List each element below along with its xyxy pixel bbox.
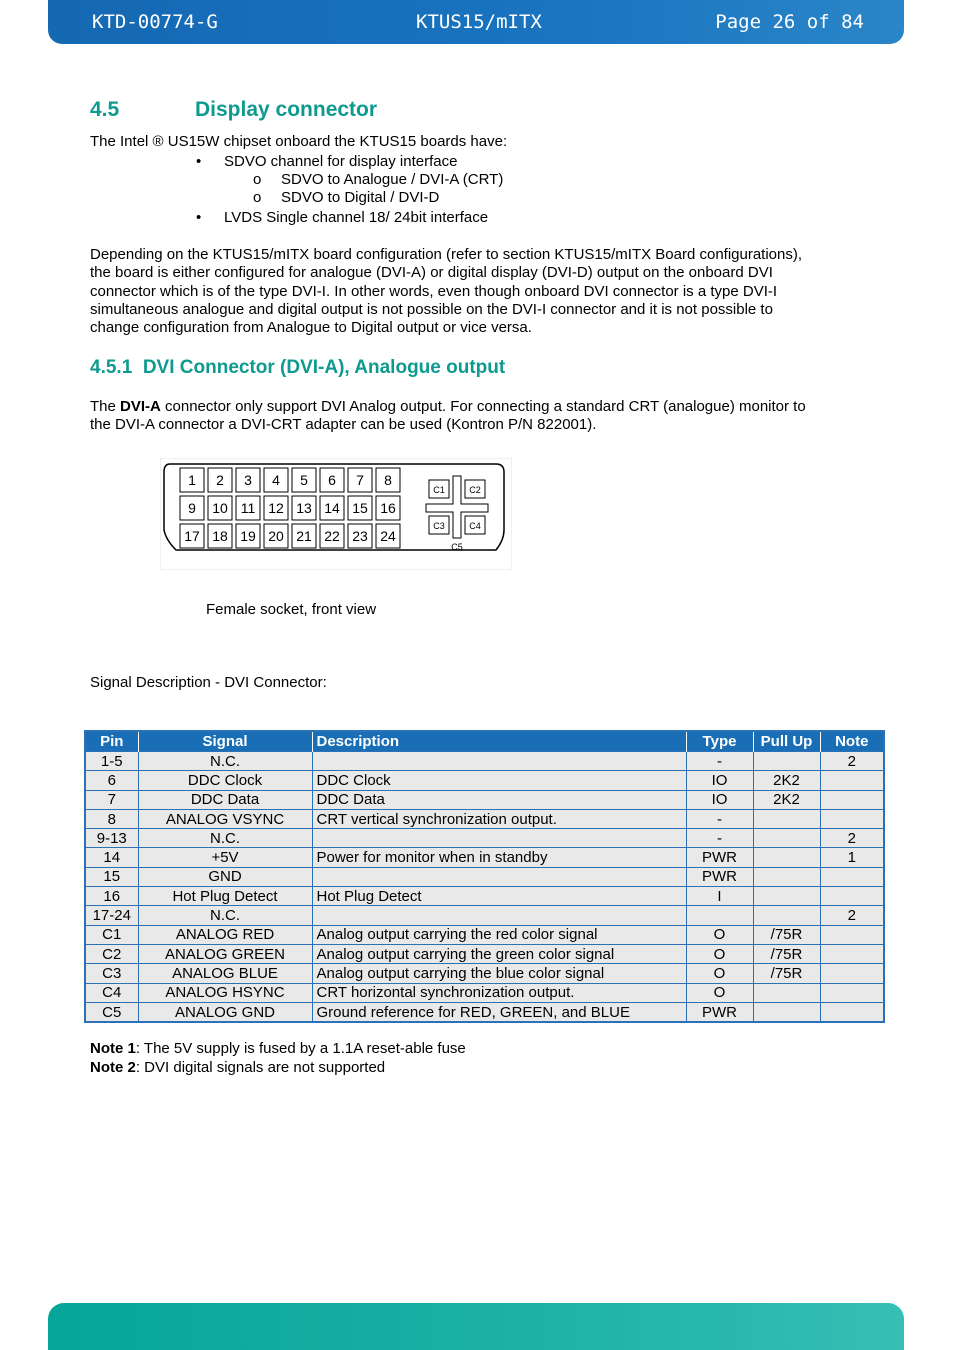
table-row	[85, 1002, 884, 1022]
signal-table	[84, 730, 885, 1023]
table-cell-desc: Ground reference for RED, GREEN, and BLUE	[312, 1002, 686, 1022]
table-cell-pullup	[753, 829, 820, 848]
c-pin-label: C5	[451, 542, 463, 552]
table-title: Signal Description - DVI Connector:	[90, 674, 327, 691]
c-pin-label: C3	[433, 521, 445, 531]
pin-label: 13	[296, 500, 312, 516]
table-header-row	[85, 731, 884, 752]
pin-label: 9	[188, 500, 196, 516]
note-text: : The 5V supply is fused by a 1.1A reset-able fuse	[135, 1040, 466, 1057]
dvi-connector-diagram	[160, 458, 512, 570]
table-cell-note	[820, 925, 884, 944]
table-row	[85, 925, 884, 944]
paragraph-line	[90, 398, 806, 416]
table-cell-signal: ANALOG VSYNC	[138, 809, 312, 828]
table-cell-desc: Analog output carrying the red color signal	[312, 925, 686, 944]
pin-label: 20	[268, 528, 284, 544]
table-cell-pin: C5	[85, 1002, 138, 1022]
pin-label: 2	[216, 472, 224, 488]
paragraph-line: connector which is of the type DVI-I. In other words, even though onboard DVI connector is a type DVI-I	[90, 282, 778, 300]
table-cell-signal: +5V	[138, 848, 312, 867]
circle-bullet-icon: o	[253, 189, 262, 206]
table-cell-desc: Analog output carrying the green color signal	[312, 944, 686, 963]
description-paragraph	[90, 246, 802, 337]
table-row	[85, 944, 884, 963]
table-cell-desc	[312, 867, 686, 886]
table-cell-pullup: /75R	[753, 925, 820, 944]
table-row	[85, 867, 884, 886]
table-row	[85, 848, 884, 867]
bullet-icon: •	[196, 209, 202, 226]
table-cell-pullup: /75R	[753, 964, 820, 983]
pin-label: 23	[352, 528, 368, 544]
table-row	[85, 752, 884, 771]
note-text: : DVI digital signals are not supported	[135, 1059, 386, 1076]
note-label: Note 1	[90, 1040, 136, 1057]
table-row	[85, 983, 884, 1002]
page-footer	[48, 1303, 904, 1350]
table-cell-note: 2	[820, 906, 884, 925]
c-pin-label: C4	[469, 521, 481, 531]
table-cell-pin: 14	[85, 848, 138, 867]
table-cell-type: O	[686, 925, 753, 944]
table-cell-note	[820, 771, 884, 790]
intro-text: The Intel ® US15W chipset onboard the KTUS15 boards have:	[90, 133, 508, 150]
table-cell-pullup	[753, 867, 820, 886]
pin-label: 10	[212, 500, 228, 516]
table-cell-type	[686, 906, 753, 925]
c-pin-label: C1	[433, 485, 445, 495]
paragraph-line: Depending on the KTUS15/mITX board configuration (refer to section KTUS15/mITX Board configurations),	[90, 246, 803, 263]
pin-label: 19	[240, 528, 256, 544]
paragraph-line: the DVI-A connector a DVI-CRT adapter can be used (Kontron P/N 822001).	[90, 416, 597, 434]
table-cell-pin: 9-13	[85, 829, 138, 848]
bullet-text: SDVO channel for display interface	[224, 153, 458, 170]
column-header: Pin	[85, 731, 138, 752]
pin-label: 14	[324, 500, 340, 516]
table-cell-pullup	[753, 887, 820, 906]
column-header: Signal	[138, 731, 312, 752]
table-cell-note: 1	[820, 848, 884, 867]
pin-label: 11	[240, 500, 256, 516]
table-cell-type: PWR	[686, 867, 753, 886]
table-cell-pullup: 2K2	[753, 790, 820, 809]
table-body	[85, 752, 884, 1023]
table-cell-pin: 1-5	[85, 752, 138, 771]
table-cell-desc: Analog output carrying the blue color signal	[312, 964, 686, 983]
table-cell-pullup	[753, 906, 820, 925]
column-header: Pull Up	[753, 731, 820, 752]
table-cell-note	[820, 887, 884, 906]
pin-label: 6	[328, 472, 336, 488]
table-cell-signal: ANALOG GREEN	[138, 944, 312, 963]
table-cell-type: PWR	[686, 848, 753, 867]
pin-label: 15	[352, 500, 368, 516]
dvi-a-paragraph	[90, 398, 806, 435]
pin-label: 5	[300, 472, 308, 488]
table-cell-type: IO	[686, 771, 753, 790]
table-cell-desc	[312, 752, 686, 771]
table-cell-pullup: /75R	[753, 944, 820, 963]
pin-label: 22	[324, 528, 340, 544]
table-cell-pullup	[753, 1002, 820, 1022]
page-number: Page 26 of 84	[715, 11, 864, 33]
subsection-number: 4.5.1	[90, 357, 133, 378]
table-cell-note	[820, 809, 884, 828]
table-cell-signal: ANALOG RED	[138, 925, 312, 944]
table-cell-note	[820, 964, 884, 983]
section-number: 4.5	[90, 98, 120, 121]
pin-label: 24	[380, 528, 396, 544]
table-cell-note	[820, 983, 884, 1002]
column-header: Description	[312, 731, 686, 752]
table-cell-pin: C4	[85, 983, 138, 1002]
table-cell-desc: DDC Data	[312, 790, 686, 809]
table-cell-signal: ANALOG GND	[138, 1002, 312, 1022]
table-cell-signal: DDC Clock	[138, 771, 312, 790]
pin-label: 7	[356, 472, 364, 488]
figure-caption: Female socket, front view	[206, 601, 377, 618]
table-cell-type: I	[686, 887, 753, 906]
table-cell-pullup	[753, 809, 820, 828]
table-cell-type: -	[686, 829, 753, 848]
table-cell-signal: N.C.	[138, 906, 312, 925]
section-title: Display connector	[195, 98, 378, 121]
table-cell-desc: CRT horizontal synchronization output.	[312, 983, 686, 1002]
pin-label: 1	[188, 472, 196, 488]
paragraph-line: simultaneous analogue and digital output is not possible on the DVI-I connector and it is not possible to	[90, 300, 773, 318]
table-cell-type: -	[686, 809, 753, 828]
table-cell-note: 2	[820, 829, 884, 848]
pin-label: 12	[268, 500, 284, 516]
table-row	[85, 790, 884, 809]
bullet-text: LVDS Single channel 18/ 24bit interface	[224, 209, 489, 226]
column-header: Type	[686, 731, 753, 752]
table-cell-type: O	[686, 983, 753, 1002]
text-run: connector only support DVI Analog output. For connecting a standard CRT (analogue) monitor to	[160, 398, 806, 415]
pin-label: 3	[244, 472, 252, 488]
table-cell-signal: GND	[138, 867, 312, 886]
table-cell-signal: ANALOG BLUE	[138, 964, 312, 983]
c-pin-label: C2	[469, 485, 481, 495]
pin-label: 8	[384, 472, 392, 488]
table-row	[85, 906, 884, 925]
column-header: Note	[820, 731, 884, 752]
table-cell-note	[820, 944, 884, 963]
table-row	[85, 809, 884, 828]
product-name: KTUS15/mITX	[416, 11, 542, 33]
sub-bullet-text: SDVO to Digital / DVI-D	[281, 189, 440, 206]
table-cell-pin: 15	[85, 867, 138, 886]
subsection-heading	[90, 357, 505, 379]
page-header	[48, 0, 904, 44]
table-cell-desc	[312, 829, 686, 848]
section-heading	[90, 98, 377, 122]
table-cell-pullup	[753, 983, 820, 1002]
doc-id: KTD-00774-G	[92, 11, 218, 33]
table-cell-type: -	[686, 752, 753, 771]
table-cell-note	[820, 790, 884, 809]
table-cell-pullup	[753, 752, 820, 771]
table-row	[85, 829, 884, 848]
pin-label: 21	[296, 528, 312, 544]
paragraph-line: change configuration from Analogue to Digital output or vice versa.	[90, 319, 532, 337]
table-cell-signal: N.C.	[138, 829, 312, 848]
table-cell-signal: ANALOG HSYNC	[138, 983, 312, 1002]
table-row	[85, 887, 884, 906]
table-cell-pullup: 2K2	[753, 771, 820, 790]
bold-term: DVI-A	[120, 398, 161, 415]
table-row	[85, 964, 884, 983]
circle-bullet-icon: o	[253, 171, 262, 188]
pin-label: 18	[212, 528, 228, 544]
table-cell-desc: CRT vertical synchronization output.	[312, 809, 686, 828]
table-cell-pin: C2	[85, 944, 138, 963]
pin-label: 16	[380, 500, 396, 516]
table-cell-type: O	[686, 964, 753, 983]
pin-label: 17	[184, 528, 200, 544]
note-label: Note 2	[90, 1059, 136, 1076]
table-cell-pin: 7	[85, 790, 138, 809]
table-cell-note	[820, 867, 884, 886]
table-cell-desc: Hot Plug Detect	[312, 887, 686, 906]
paragraph-line: the board is either configured for analogue (DVI-A) or digital display (DVI-D) output on the onboard DVI	[90, 264, 773, 282]
table-cell-type: O	[686, 944, 753, 963]
note-1	[90, 1040, 466, 1058]
bullet-icon: •	[196, 153, 202, 170]
table-cell-desc: Power for monitor when in standby	[312, 848, 686, 867]
table-cell-pin: 17-24	[85, 906, 138, 925]
table-cell-type: PWR	[686, 1002, 753, 1022]
table-cell-signal: N.C.	[138, 752, 312, 771]
table-cell-type: IO	[686, 790, 753, 809]
sub-bullet-text: SDVO to Analogue / DVI-A (CRT)	[281, 171, 504, 188]
note-2	[90, 1059, 385, 1077]
table-cell-note: 2	[820, 752, 884, 771]
table-cell-signal: Hot Plug Detect	[138, 887, 312, 906]
table-cell-desc	[312, 906, 686, 925]
table-cell-pin: 8	[85, 809, 138, 828]
table-cell-pin: 6	[85, 771, 138, 790]
table-cell-signal: DDC Data	[138, 790, 312, 809]
table-cell-note	[820, 1002, 884, 1022]
pin-label: 4	[272, 472, 280, 488]
table-cell-pullup	[753, 848, 820, 867]
table-cell-desc: DDC Clock	[312, 771, 686, 790]
subsection-title: DVI Connector (DVI-A), Analogue output	[142, 357, 506, 378]
table-row	[85, 771, 884, 790]
text-run: The	[90, 398, 121, 415]
table-cell-pin: 16	[85, 887, 138, 906]
table-cell-pin: C1	[85, 925, 138, 944]
table-cell-pin: C3	[85, 964, 138, 983]
